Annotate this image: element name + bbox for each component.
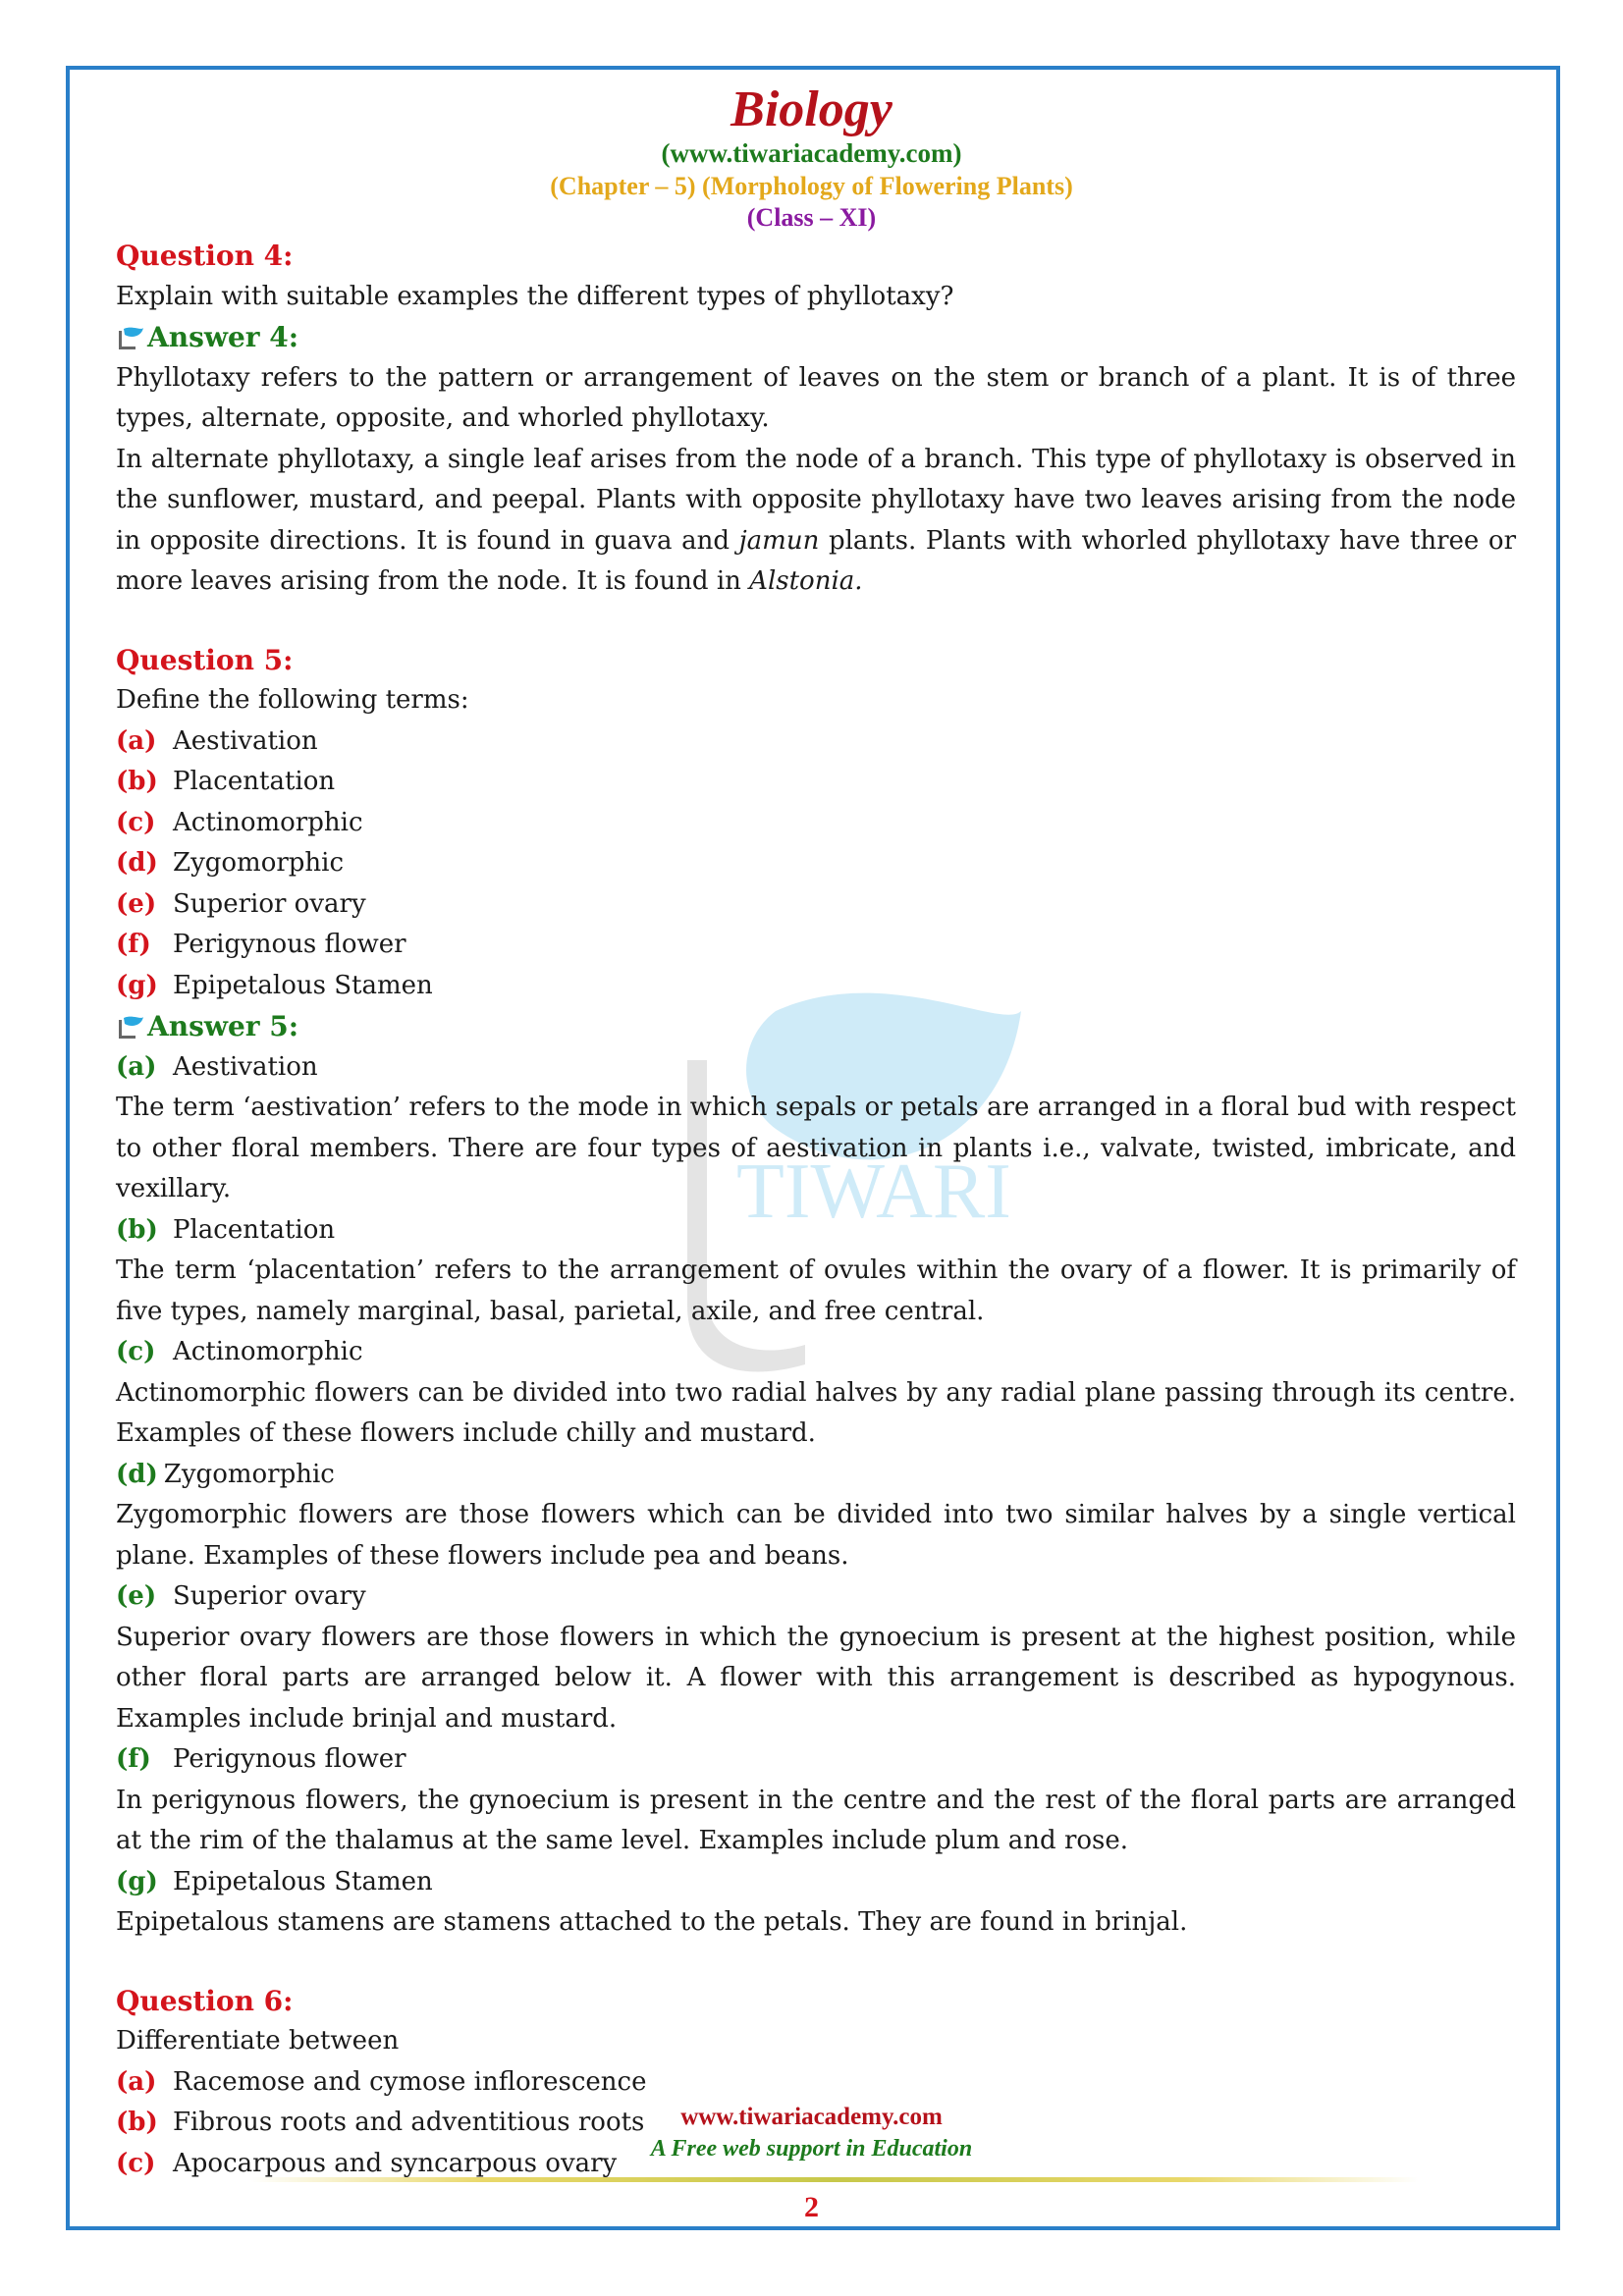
a5-term — [116, 1862, 1516, 1903]
a5-definition: The term ‘placentation’ refers to the arrangement of ovules within the ovary of a flower. It is primarily of five types, namely marginal, basal, parietal, axile, and free central. — [116, 1255, 1516, 1326]
answer-5-heading — [116, 1006, 1516, 1047]
header-chapter: (Chapter – 5) (Morphology of Flowering Plants) — [550, 172, 1073, 200]
footer-tagline: A Free web support in Education — [650, 2136, 973, 2162]
a5-term-letter: (f) — [116, 1744, 151, 1774]
page-title: Biology — [730, 81, 893, 137]
footer-site-link[interactable]: www.tiwariacademy.com — [680, 2104, 943, 2130]
answer-4-label: Answer 4: — [147, 321, 299, 353]
tiwari-logo-icon — [116, 1014, 145, 1040]
q6-item-text: Racemose and cymose inflorescence — [173, 2066, 647, 2097]
a5-term — [116, 1576, 1516, 1618]
a5-term-text: Perigynous flower — [173, 1744, 406, 1774]
q5-item-text: Aestivation — [173, 725, 318, 756]
footer-divider — [250, 2177, 1419, 2182]
a5-term — [116, 1332, 1516, 1373]
q6-item-letter: (a) — [116, 2066, 157, 2097]
a5-term-letter: (c) — [116, 1337, 156, 1366]
a5-definition: Epipetalous stamens are stamens attached to the petals. They are found in brinjal. — [116, 1907, 1188, 1937]
q5-item — [116, 925, 1516, 966]
a5-term-text: Superior ovary — [173, 1581, 366, 1611]
answer-4-heading — [116, 317, 1516, 358]
question-4-text: Explain with suitable examples the different types of phyllotaxy? — [116, 281, 954, 311]
question-4-label: Question 4: — [116, 240, 294, 272]
q5-item-letter: (a) — [116, 725, 157, 756]
a5-term-letter: (a) — [116, 1051, 157, 1082]
page-number: 2 — [804, 2191, 819, 2223]
q5-item-letter: (d) — [116, 848, 158, 878]
q5-item-text: Zygomorphic — [173, 848, 345, 878]
header-site: (www.tiwariacademy.com) — [661, 138, 962, 168]
a5-definition: The term ‘aestivation’ refers to the mode in which sepals or petals are arranged in a floral bud with respect to other floral members. There are four types of aestivation in plants i.e., valvate, twisted, imbricate, and vexillary. — [116, 1093, 1516, 1203]
question-5-label: Question 5: — [116, 643, 294, 676]
question-6-text: Differentiate between — [116, 2026, 400, 2056]
answer-4-para-2 — [116, 440, 1516, 603]
answer-4-italic-alstonia: Alstonia. — [749, 566, 863, 596]
q5-item-letter: (b) — [116, 767, 158, 796]
q5-item-letter: (c) — [116, 807, 156, 837]
q5-item — [116, 721, 1516, 763]
a5-definition: Zygomorphic flowers are those flowers which can be divided into two similar halves by a single vertical plane. Examples of these flowers include pea and beans. — [116, 1500, 1516, 1571]
a5-term-text: Placentation — [173, 1214, 336, 1245]
a5-term-letter: (d) — [116, 1459, 158, 1489]
a5-definition: Superior ovary flowers are those flowers in which the gynoecium is present at the highest position, while other floral parts are arranged below it. A flower with this arrangement is described as hypogynous. Examples include brinjal and mustard. — [116, 1622, 1516, 1734]
q5-item-letter: (g) — [116, 970, 158, 1000]
a5-term — [116, 1210, 1516, 1252]
q6-item — [116, 2062, 1516, 2104]
q5-item-letter: (e) — [116, 888, 157, 919]
answer-4-para-1: Phyllotaxy refers to the pattern or arrangement of leaves on the stem or branch of a plant. It is of three types, alternate, opposite, and whorled phyllotaxy. — [116, 362, 1516, 433]
q5-item-text: Actinomorphic — [173, 807, 363, 837]
a5-term-letter: (b) — [116, 1214, 158, 1245]
tiwari-logo-icon — [116, 325, 145, 350]
q5-item-text: Superior ovary — [173, 888, 366, 919]
q6-item-letter: (c) — [116, 2148, 156, 2178]
question-6-label: Question 6: — [116, 1984, 294, 2017]
q5-item-text: Perigynous flower — [173, 930, 406, 959]
a5-term — [116, 1739, 1516, 1781]
main-content — [116, 236, 1516, 2184]
header-class: (Class – XI) — [746, 203, 877, 232]
a5-term — [116, 1455, 1516, 1496]
a5-definition: Actinomorphic flowers can be divided into two radial halves by any radial plane passing through its centre. Examples of these flowers include chilly and mustard. — [116, 1377, 1516, 1448]
q5-item-letter: (f) — [116, 930, 151, 959]
a5-term-text: Actinomorphic — [173, 1337, 363, 1366]
a5-term-text: Aestivation — [173, 1051, 318, 1082]
q6-item-text: Apocarpous and syncarpous ovary — [173, 2148, 618, 2178]
answer-4-para-2-b: plants. Plants with whorled phyllotaxy have three or more leaves arising from the node. It is found in — [116, 525, 1516, 596]
answer-4-para-2-a: In alternate phyllotaxy, a single leaf arises from the node of a branch. This type of phyllotaxy is observed in the sunflower, mustard, and peepal. Plants with opposite phyllotaxy have two leaves arising from the node in opposite directions. It is found in guava and — [116, 444, 1516, 556]
q5-item-text: Epipetalous Stamen — [173, 970, 433, 1000]
question-5-text: Define the following terms: — [116, 685, 469, 715]
watermark-text: TIWARI — [736, 1148, 1011, 1235]
a5-term-text: Epipetalous Stamen — [173, 1866, 433, 1896]
q5-item-text: Placentation — [173, 767, 336, 796]
q5-item — [116, 884, 1516, 926]
q6-item-text: Fibrous roots and adventitious roots — [173, 2108, 645, 2137]
answer-4-italic-jamun: jamun — [738, 525, 820, 556]
answer-5-label: Answer 5: — [147, 1010, 299, 1042]
q6-item-letter: (b) — [116, 2108, 158, 2137]
q5-item — [116, 966, 1516, 1007]
a5-definition: In perigynous flowers, the gynoecium is present in the centre and the rest of the floral parts are arranged at the rim of the thalamus at the same level. Examples include plum and rose. — [116, 1785, 1516, 1855]
q5-item — [116, 843, 1516, 884]
a5-term — [116, 1047, 1516, 1089]
q5-item — [116, 803, 1516, 844]
a5-term-text: Zygomorphic — [163, 1459, 335, 1489]
a5-term-letter: (g) — [116, 1866, 158, 1896]
a5-term-letter: (e) — [116, 1581, 157, 1611]
q5-item — [116, 762, 1516, 803]
